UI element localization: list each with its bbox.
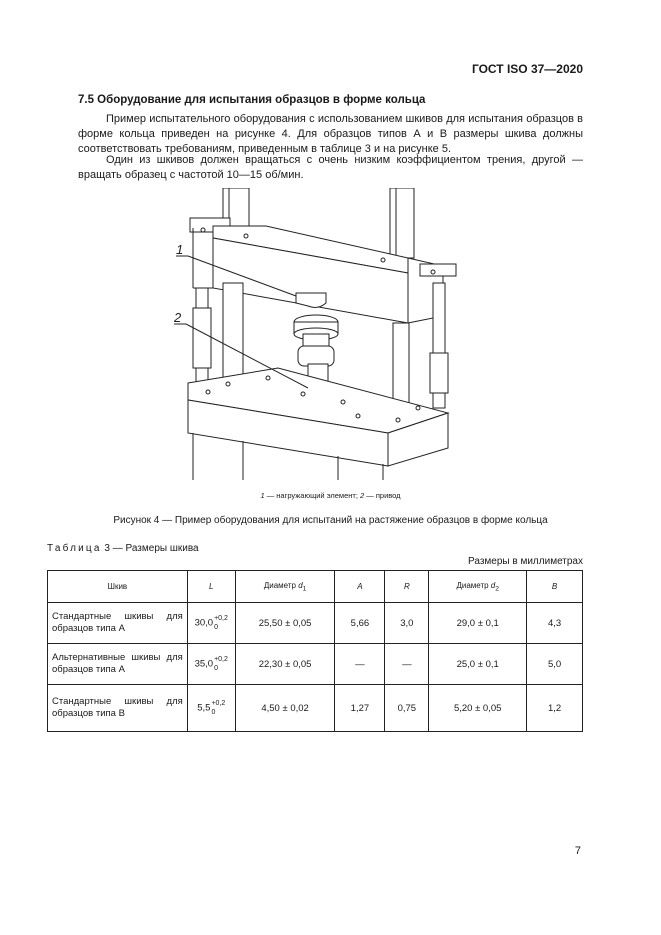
pulley-dimensions-table bbox=[47, 570, 583, 732]
cell-B: 5,0 bbox=[527, 644, 583, 685]
tol-lower: 0 bbox=[214, 624, 218, 631]
cell-R: 0,75 bbox=[385, 685, 429, 732]
section-heading: 7.5 Оборудование для испытания образцов в форме кольца bbox=[78, 94, 426, 106]
cell-A: 1,27 bbox=[335, 685, 385, 732]
header-B-symbol: B bbox=[551, 582, 558, 591]
cell-d2: 5,20 ± 0,05 bbox=[429, 685, 527, 732]
cell-L-value: 30,0 bbox=[194, 617, 214, 629]
cell-A: — bbox=[335, 644, 385, 685]
callout-2-label: 2 bbox=[174, 310, 182, 325]
cell-d2: 25,0 ± 0,1 bbox=[429, 644, 527, 685]
document-standard-number: ГОСТ ISO 37—2020 bbox=[471, 62, 583, 76]
header-R bbox=[385, 571, 429, 603]
header-d1-subscript: 1 bbox=[302, 585, 307, 593]
table-title bbox=[47, 543, 199, 554]
paragraph-2 bbox=[78, 153, 583, 183]
table-units: Размеры в миллиметрах bbox=[468, 556, 583, 567]
cell-name: Стандартные шкивы для образцов типа В bbox=[48, 685, 188, 732]
cell-d2: 29,0 ± 0,1 bbox=[429, 603, 527, 644]
paragraph-1-text: Пример испытательного оборудования с использованием шкивов для испытания образцов в форме кольца приведен на рисунке 4. Для образцов типов А и В размеры шкива должны соответствовать требованиям, приведенным в таблице 3 и на рисунке 5. bbox=[78, 113, 583, 155]
header-A-symbol: A bbox=[357, 582, 363, 591]
cell-R: 3,0 bbox=[385, 603, 429, 644]
cell-name: Альтернативные шкивы для образцов типа А bbox=[48, 644, 188, 685]
header-pulley: Шкив bbox=[48, 571, 188, 603]
cell-name: Стандартные шкивы для образцов типа А bbox=[48, 603, 188, 644]
paragraph-1 bbox=[78, 112, 583, 157]
tol-upper: +0,2 bbox=[214, 656, 228, 663]
table-header-row bbox=[48, 571, 583, 603]
header-d2-symbol: d bbox=[490, 580, 496, 590]
legend-num-2: 2 bbox=[360, 491, 365, 500]
cell-d1: 25,50 ± 0,05 bbox=[235, 603, 335, 644]
header-d1-symbol: d bbox=[298, 580, 303, 590]
cell-L bbox=[187, 644, 235, 685]
paragraph-2-text: Один из шкивов должен вращаться с очень низким коэффициентом трения, другой — вращать образец с частотой 10—15 об/мин. bbox=[78, 154, 583, 181]
header-d2-subscript: 2 bbox=[495, 585, 499, 593]
tol-upper: +0,2 bbox=[214, 615, 228, 622]
header-B bbox=[527, 571, 583, 603]
header-R-symbol: R bbox=[403, 582, 410, 591]
figure-caption: Рисунок 4 — Пример оборудования для испытаний на растяжение образцов в форме кольца bbox=[113, 515, 548, 526]
figure-legend bbox=[0, 491, 661, 500]
page-number: 7 bbox=[574, 845, 581, 857]
cell-B: 1,2 bbox=[527, 685, 583, 732]
header-L bbox=[187, 571, 235, 603]
header-d1-label: Диаметр bbox=[263, 580, 299, 590]
tol-lower: 0 bbox=[211, 709, 216, 716]
header-d1 bbox=[235, 571, 335, 603]
cell-L-tolerance bbox=[211, 699, 225, 717]
table-title-text: 3 — Размеры шкива bbox=[101, 543, 199, 554]
tol-upper: +0,2 bbox=[211, 700, 226, 707]
cell-B: 4,3 bbox=[527, 603, 583, 644]
header-A bbox=[335, 571, 385, 603]
cell-d1: 4,50 ± 0,02 bbox=[235, 685, 335, 732]
cell-L-value: 35,0 bbox=[194, 658, 214, 670]
legend-num-1: 1 bbox=[260, 491, 265, 500]
cell-L-tolerance bbox=[214, 614, 228, 632]
tol-lower: 0 bbox=[214, 665, 218, 672]
header-d2 bbox=[429, 571, 527, 603]
cell-d1: 22,30 ± 0,05 bbox=[235, 644, 335, 685]
cell-R: — bbox=[385, 644, 429, 685]
cell-A: 5,66 bbox=[335, 603, 385, 644]
test-machine-figure bbox=[168, 188, 468, 480]
table-row bbox=[48, 685, 583, 732]
cell-L-tolerance bbox=[214, 655, 228, 673]
cell-L-value: 5,5 bbox=[197, 702, 211, 714]
table-label: Таблица bbox=[47, 543, 102, 554]
cell-L bbox=[187, 685, 235, 732]
header-L-symbol: L bbox=[209, 582, 214, 591]
legend-text-2: — привод bbox=[364, 491, 401, 500]
legend-text-1: — нагружающий элемент; bbox=[264, 491, 360, 500]
table-row bbox=[48, 644, 583, 685]
table-row bbox=[48, 603, 583, 644]
callout-1-label: 1 bbox=[176, 242, 184, 257]
header-d2-label: Диаметр bbox=[456, 580, 491, 590]
cell-L bbox=[187, 603, 235, 644]
